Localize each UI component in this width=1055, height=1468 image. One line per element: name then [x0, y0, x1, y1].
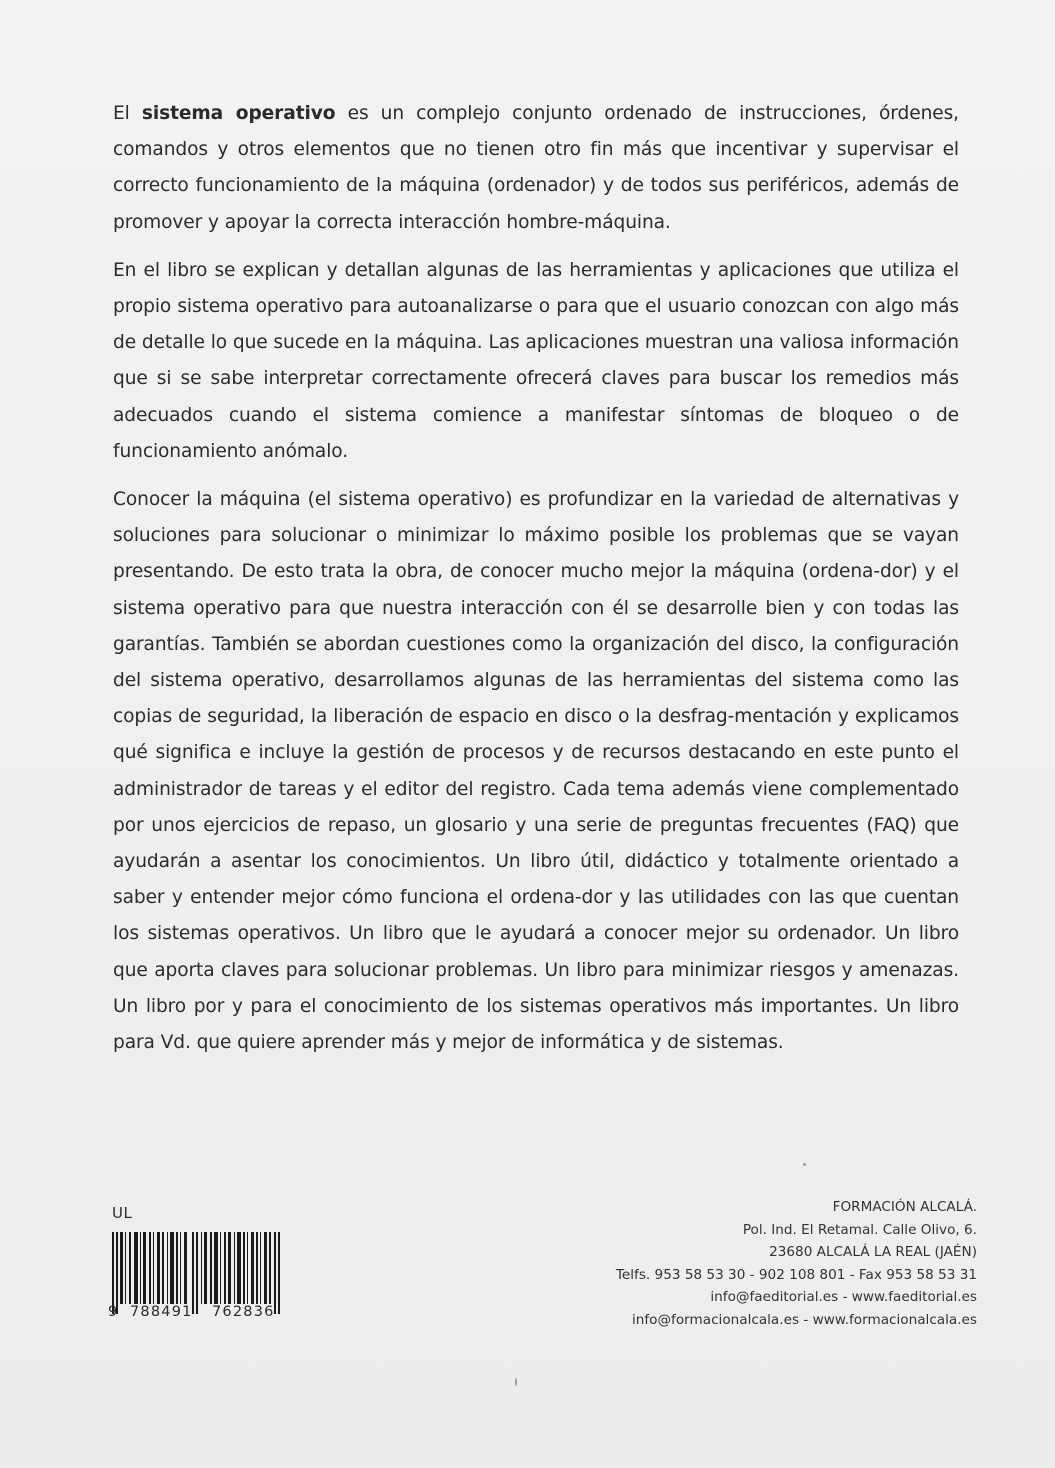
barcode-bar [143, 1232, 146, 1304]
barcode-bar [184, 1232, 187, 1304]
publisher-name: FORMACIÓN ALCALÁ. [832, 1199, 977, 1215]
barcode-bar [260, 1232, 261, 1304]
barcode-bar [120, 1232, 123, 1304]
barcode-bar [278, 1232, 280, 1314]
barcode-bar [243, 1232, 245, 1304]
publisher-web-2: info@formacionalcala.es - www.formacionalcala.es [631, 1311, 977, 1328]
barcode-bar [251, 1232, 254, 1304]
publisher-city: 23680 ALCALÁ LA REAL (JAÉN) [769, 1244, 977, 1260]
barcode-bar [153, 1232, 154, 1304]
barcode-bar [170, 1232, 174, 1304]
barcode-bar [129, 1232, 131, 1304]
paragraph-2: En el libro se explican y detallan algunas de las herramientas y aplicaciones que utiliza el propio sistema operativo para autoanalizarse o para que el usuario conozcan con algo más de detalle lo que sucede en la máquina. Las aplicaciones muestran una valiosa información que si se sabe interpretar correctamente ofrecerá claves para buscar los remedios más adecuados cuando el sistema comience a manifestar síntomas de bloqueo o de funcionamiento anómalo. [113, 259, 959, 462]
barcode-bar [112, 1232, 114, 1314]
barcode-bar [149, 1232, 151, 1304]
isbn-digits-right: 762836 [212, 1304, 275, 1320]
isbn-digits [108, 1304, 292, 1324]
barcode-bar [201, 1232, 202, 1304]
barcode-bar [162, 1232, 164, 1304]
barcode-bar [140, 1232, 141, 1304]
barcode-bar [192, 1232, 194, 1314]
barcode-bar [196, 1232, 198, 1314]
barcode-bar [228, 1232, 231, 1304]
paper-speck [803, 1163, 806, 1166]
barcode-bar [224, 1232, 226, 1304]
barcode-bar [256, 1232, 258, 1304]
barcode-bar [269, 1232, 271, 1304]
description-text [113, 96, 959, 1073]
barcode-bar [274, 1232, 276, 1314]
paragraph-3: Conocer la máquina (el sistema operativo) es profundizar en la variedad de alternativas y soluciones para solucionar o minimizar lo máximo posible los problemas que se vayan presentando. De esto trata la obra, de conocer mucho mejor la máquina (ordena-dor) y el sistema operativo para que nuestra interacción con él se desarrolle bien y con todas las garantías. También se abordan cuestiones como la organización del disco, la configuración del sistema operativo, desarrollamos algunas de las herramientas del sistema como las copias de seguridad, la liberación de espacio en disco o la desfrag-mentación y explicamos qué significa e incluye la gestión de procesos y de recursos destacando en este punto el administrador de tareas y el editor del registro. Cada tema además viene complementado por unos ejercicios de repaso, un glosario y una serie de preguntas frecuentes (FAQ) que ayudarán a asentar los conocimientos. Un libro útil, didáctico y totalmente orientado a saber y entender mejor cómo funciona el ordena-dor y las utilidades con las que cuentan los sistemas operativos. Un libro que le ayudará a conocer mejor su ordenador. Un libro que aporta claves para solucionar problemas. Un libro para minimizar riesgos y amenazas. Un libro por y para el conocimiento de los sistemas operativos más importantes. Un libro para Vd. que quiere aprender más y mejor de informática y de sistemas. [113, 489, 959, 1054]
paragraph-1-bold-term: sistema operativo [141, 103, 336, 124]
barcode-bar [247, 1232, 248, 1304]
publisher-web-1: info@faeditorial.es - www.faeditorial.es [710, 1289, 977, 1305]
barcode-bar [237, 1232, 241, 1304]
barcode-block [108, 1204, 292, 1324]
barcode-bar [180, 1232, 181, 1304]
barcode-bar [214, 1232, 218, 1304]
barcode-bar [204, 1232, 207, 1304]
barcode-label: UL [112, 1204, 133, 1222]
barcode-bar [116, 1232, 118, 1314]
barcode-bar [134, 1232, 138, 1304]
barcode-bar [157, 1232, 160, 1304]
publisher-phones: Telfs. 953 58 53 30 - 902 108 801 - Fax 953 58 53 31 [615, 1266, 977, 1283]
publisher-address: Pol. Ind. El Retamal. Calle Olivo, 6. [742, 1221, 977, 1238]
isbn-barcode [112, 1232, 282, 1304]
paper-speck [515, 1378, 517, 1386]
barcode-bar [125, 1232, 126, 1304]
barcode-bar [167, 1232, 168, 1304]
isbn-digits-left: 788491 [130, 1304, 193, 1320]
paragraph-1-prefix: El [113, 103, 142, 124]
paragraph-1 [113, 96, 959, 241]
barcode-bar [234, 1232, 235, 1304]
barcode-bar [176, 1232, 178, 1304]
barcode-bar [264, 1232, 267, 1304]
paragraph-1-rest: es un complejo conjunto ordenado de instrucciones, órdenes, comandos y otros elementos que no tienen otro fin más que incentivar y supervisar el correcto funcionamiento de la máquina (ordenador) y de todos sus periféricos, además de promover y apoyar la correcta interacción hombre-máquina. [113, 103, 959, 233]
isbn-digit-first: 9 [108, 1304, 119, 1320]
publisher-info [616, 1196, 977, 1331]
barcode-bar [210, 1232, 212, 1304]
barcode-bar [220, 1232, 221, 1304]
